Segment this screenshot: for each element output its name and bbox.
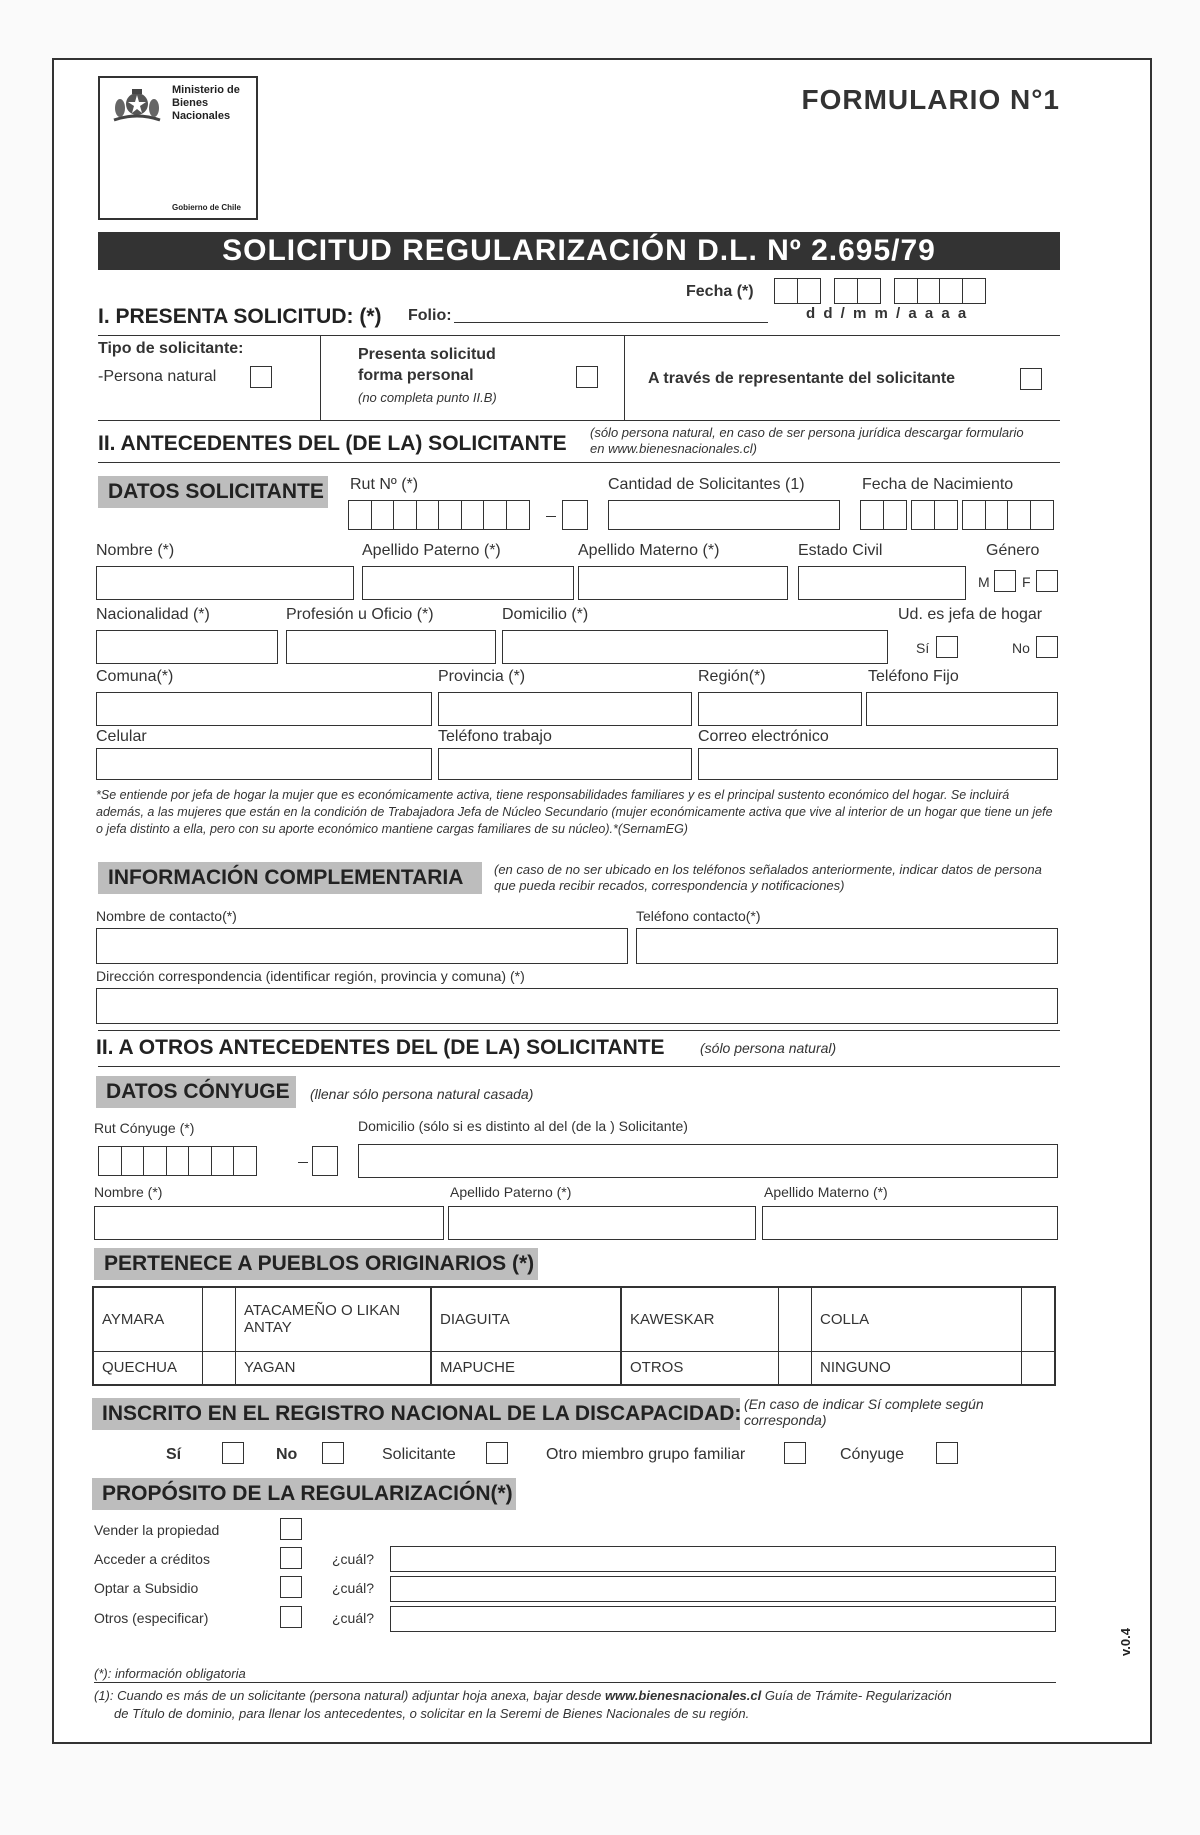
pueblo-label: AYMARA [93,1287,203,1351]
otros-checkbox[interactable] [280,1606,302,1628]
fecha-nac-cells[interactable] [860,500,1052,530]
forma-personal-checkbox[interactable] [576,366,598,388]
forma-personal-note: (no completa punto II.B) [358,390,497,405]
divider [98,1066,1060,1067]
pueblo-label: KAWESKAR [622,1287,779,1351]
pueblo-label: YAGAN [236,1351,431,1385]
subsidio-checkbox[interactable] [280,1576,302,1598]
representante-label: A través de representante del solicitante [648,370,956,387]
direccion-input[interactable] [96,988,1058,1024]
fecha-nac-label: Fecha de Nacimiento [862,476,1014,493]
ap-materno-label: Apellido Materno (*) [578,542,720,559]
persona-natural-label: -Persona natural [98,368,217,385]
tel-contacto-input[interactable] [636,928,1058,964]
jefa-hogar-label: Ud. es jefa de hogar [898,606,1043,623]
rut-conyuge-cells[interactable] [98,1146,256,1176]
pueblo-label: OTROS [622,1351,779,1385]
pueblo-label: DIAGUITA [432,1287,621,1351]
estado-civil-label: Estado Civil [798,542,883,559]
folio-line[interactable] [454,322,768,323]
conyuge-materno-label: Apellido Materno (*) [764,1184,888,1200]
section2-note: (sólo persona natural, en caso de ser persona jurídica descargar formulario en www.bienesnacionales.cl) [590,425,1024,456]
celular-input[interactable] [96,748,432,780]
disc-no-checkbox[interactable] [322,1442,344,1464]
tipo-solicitante-label: Tipo de solicitante: [98,340,244,357]
pueblo-checkbox[interactable] [203,1287,236,1351]
contacto-label: Nombre de contacto(*) [96,908,237,924]
footer-url[interactable]: www.bienesnacionales.cl [604,1688,762,1703]
creditos-checkbox[interactable] [280,1547,302,1569]
domicilio-conyuge-label: Domicilio (sólo si es distinto al del (de la ) Solicitante) [358,1118,688,1134]
cantidad-input[interactable] [608,500,840,530]
table-row [93,1351,1055,1385]
rut-label: Rut Nº (*) [350,476,419,493]
pueblo-label: QUECHUA [93,1351,203,1385]
divider [98,462,1060,463]
date-format-hint: d d / m m / a a a a [806,305,969,322]
divider [98,1030,1060,1031]
pueblo-label: ATACAMEÑO O LIKAN ANTAY [236,1287,431,1351]
divider [624,335,625,420]
jefa-no-label: No [1012,640,1030,656]
fecha-year-cells[interactable] [894,278,984,304]
datos-conyuge-bar: DATOS CÓNYUGE [96,1076,296,1108]
comuna-input[interactable] [96,692,432,726]
disc-otro-label: Otro miembro grupo familiar [546,1446,746,1463]
otros-cual-input[interactable] [390,1606,1056,1632]
footer-obligatoria: (*): información obligatoria [94,1666,246,1681]
jefa-hogar-footnote: *Se entiende por jefa de hogar la mujer que es económicamente activa, tiene responsabilidades familiares y es el principal sustento económico del hogar. Se incluirá además, a las mujeres que están en la condición de Trabajadora Jefa de Núcleo Secundario (mujer económicamente activa que vive al interior de un hogar que tiene un jefe o jefa distinto a ella, pero con su aporte económico mantiene cargas familiares de su núcleo).*(SernamEG) [96,788,1053,836]
ap-paterno-input[interactable] [362,566,574,600]
comuna-label: Comuna(*) [96,668,174,685]
pueblo-checkbox[interactable] [203,1351,236,1385]
telefono-fijo-label: Teléfono Fijo [868,668,959,685]
disc-conyuge-label: Cónyuge [840,1446,905,1463]
disc-otro-checkbox[interactable] [784,1442,806,1464]
conyuge-paterno-input[interactable] [448,1206,756,1240]
pueblos-table [92,1286,1056,1386]
pueblo-label: MAPUCHE [432,1351,621,1385]
footer-note-c: de Título de dominio, para llenar los antecedentes, o solicitar en la Seremi de Bienes Nacionales de su región. [114,1706,750,1721]
rut-cells[interactable] [348,500,528,530]
footer-note-b: Guía de Trámite- Regularización [764,1688,952,1703]
form-number: FORMULARIO N°1 [801,84,1060,115]
pueblo-checkbox[interactable] [1022,1351,1056,1385]
telefono-fijo-input[interactable] [866,692,1058,726]
correo-input[interactable] [698,748,1058,780]
subsidio-cual-input[interactable] [390,1576,1056,1602]
telefono-trabajo-label: Teléfono trabajo [438,728,552,745]
pueblo-label: NINGUNO [812,1351,1022,1385]
pueblos-bar: PERTENECE A PUEBLOS ORIGINARIOS (*) [94,1248,538,1280]
provincia-input[interactable] [438,692,692,726]
cual-label: ¿cuál? [332,1551,375,1567]
ministry-logo [98,76,258,220]
vender-checkbox[interactable] [280,1518,302,1540]
genero-m-checkbox[interactable] [994,570,1016,592]
proposito-item-subsidio: Optar a Subsidio [94,1580,199,1596]
forma-personal-label-1: Presenta solicitud [358,346,496,363]
estado-civil-input[interactable] [798,566,966,600]
footer-note [94,1688,1074,1704]
genero-m-label: M [978,574,990,590]
conyuge-paterno-label: Apellido Paterno (*) [450,1184,572,1200]
divider [94,1682,1056,1683]
discapacidad-bar: INSCRITO EN EL REGISTRO NACIONAL DE LA DISCAPACIDAD: [92,1398,740,1430]
domicilio-input[interactable] [502,630,888,664]
section2a-title: II. A OTROS ANTECEDENTES DEL (DE LA) SOLICITANTE [96,1036,665,1059]
pueblo-label: COLLA [812,1287,1022,1351]
genero-f-label: F [1022,574,1031,590]
genero-label: Género [986,542,1040,559]
disc-si-label: Sí [166,1446,182,1463]
region-input[interactable] [698,692,862,726]
conyuge-nombre-input[interactable] [94,1206,444,1240]
complementaria-note: (en caso de no ser ubicado en los teléfonos señalados anteriormente, indicar datos de persona que pueda recibir recados, correspondencia y notificaciones) [494,862,1042,893]
region-label: Región(*) [698,668,766,685]
forma-personal-label-2: forma personal [358,367,474,384]
disc-no-label: No [276,1446,298,1463]
nacionalidad-input[interactable] [96,630,278,664]
jefa-no-checkbox[interactable] [1036,636,1058,658]
section1-title: I. PRESENTA SOLICITUD: (*) [98,305,382,328]
rut-conyuge-dv-cell[interactable] [312,1146,338,1176]
disc-conyuge-checkbox[interactable] [936,1442,958,1464]
proposito-bar: PROPÓSITO DE LA REGULARIZACIÓN(*) [92,1478,516,1510]
section2-title: II. ANTECEDENTES DEL (DE LA) SOLICITANTE [98,432,567,455]
table-row [93,1287,1055,1351]
disc-solicitante-checkbox[interactable] [486,1442,508,1464]
ap-paterno-label: Apellido Paterno (*) [362,542,501,559]
rut-dv-cell[interactable] [562,500,588,530]
nombre-input[interactable] [96,566,354,600]
conyuge-materno-input[interactable] [762,1206,1058,1240]
cantidad-label: Cantidad de Solicitantes (1) [608,476,805,493]
footer-note-a: (1): Cuando es más de un solicitante (persona natural) adjuntar hoja anexa, bajar desde [94,1688,602,1703]
pueblo-checkbox[interactable] [779,1351,812,1385]
jefa-si-label: Sí [916,640,930,656]
profesion-input[interactable] [286,630,496,664]
government-label: Gobierno de Chile [172,203,241,212]
disc-si-checkbox[interactable] [222,1442,244,1464]
divider [98,420,1060,421]
divider [98,335,1060,336]
nombre-label: Nombre (*) [96,542,175,559]
conyuge-note: (llenar sólo persona natural casada) [310,1086,534,1102]
domicilio-conyuge-input[interactable] [358,1144,1058,1178]
coat-of-arms-icon [108,86,166,126]
domicilio-label: Domicilio (*) [502,606,589,623]
cual-label: ¿cuál? [332,1610,375,1626]
direccion-label: Dirección correspondencia (identificar región, provincia y comuna) (*) [96,968,525,984]
ministry-name: Ministerio de Bienes Nacionales [172,84,240,122]
datos-solicitante-bar: DATOS SOLICITANTE [98,476,328,508]
conyuge-nombre-label: Nombre (*) [94,1184,163,1200]
disc-solicitante-label: Solicitante [382,1446,456,1463]
complementaria-bar: INFORMACIÓN COMPLEMENTARIA [98,862,482,894]
profesion-label: Profesión u Oficio (*) [286,606,434,623]
divider [320,335,321,420]
telefono-trabajo-input[interactable] [438,748,692,780]
proposito-item-vender: Vender la propiedad [94,1522,220,1538]
discapacidad-note: (En caso de indicar Sí complete según corresponda) [744,1396,984,1428]
pueblo-checkbox[interactable] [779,1287,812,1351]
folio-label: Folio: [408,307,452,324]
ap-materno-input[interactable] [578,566,788,600]
creditos-cual-input[interactable] [390,1546,1056,1572]
tel-contacto-label: Teléfono contacto(*) [636,908,761,924]
proposito-item-otros: Otros (especificar) [94,1610,209,1626]
provincia-label: Provincia (*) [438,668,526,685]
proposito-item-creditos: Acceder a créditos [94,1551,210,1567]
fecha-month-cells[interactable] [834,278,879,304]
rut-conyuge-dash [298,1162,308,1163]
rut-dash [546,516,556,517]
rut-conyuge-label: Rut Cónyuge (*) [94,1120,195,1136]
pueblo-checkbox[interactable] [1022,1287,1056,1351]
celular-label: Celular [96,728,147,745]
representante-checkbox[interactable] [1020,368,1042,390]
fecha-day-cells[interactable] [774,278,819,304]
version-label: v.0.4 [1118,1628,1133,1656]
persona-natural-checkbox[interactable] [250,366,272,388]
contacto-input[interactable] [96,928,628,964]
cual-label: ¿cuál? [332,1580,375,1596]
jefa-si-checkbox[interactable] [936,636,958,658]
correo-label: Correo electrónico [698,728,829,745]
genero-f-checkbox[interactable] [1036,570,1058,592]
main-title: SOLICITUD REGULARIZACIÓN D.L. Nº 2.695/79 [98,232,1060,270]
nacionalidad-label: Nacionalidad (*) [96,606,210,623]
section2a-note: (sólo persona natural) [700,1040,837,1056]
fecha-label: Fecha (*) [686,283,754,300]
